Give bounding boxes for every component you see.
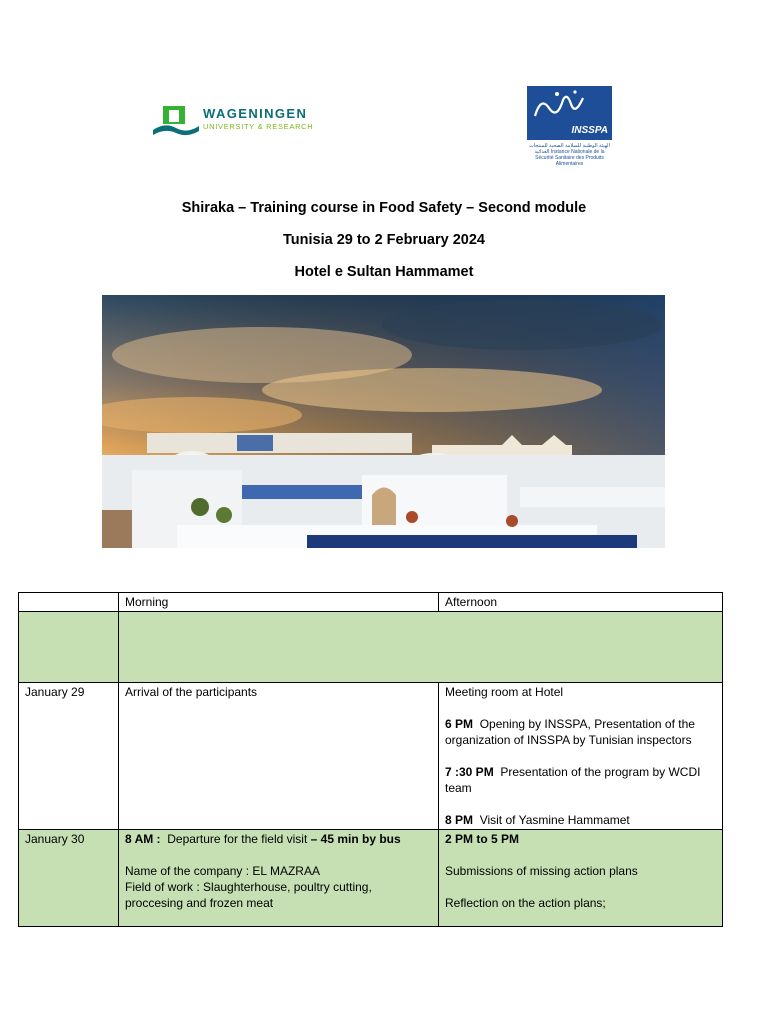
column-header-day bbox=[19, 593, 119, 612]
document-title: Shiraka – Training course in Food Safety – Second module bbox=[181, 200, 587, 216]
agenda-item-visit bbox=[445, 812, 716, 828]
departure-duration: – 45 min by bus bbox=[310, 832, 401, 846]
agenda-time: 8 PM bbox=[445, 813, 474, 827]
agenda-text: Opening by INSSPA, Presentation of the organization of INSSPA by Tunisian inspectors bbox=[445, 717, 695, 747]
morning-cell-jan29: Arrival of the participants bbox=[119, 683, 439, 830]
meeting-room-text: Meeting room at Hotel bbox=[445, 685, 564, 699]
agenda-item-opening bbox=[445, 716, 716, 748]
document-venue: Hotel e Sultan Hammamet bbox=[294, 264, 474, 280]
afternoon-cell-jan30 bbox=[439, 830, 723, 927]
field-of-work: Field of work : Slaughterhouse, poultry cutting, proccesing and frozen meat bbox=[125, 880, 372, 910]
day-cell-jan30: January 30 bbox=[19, 830, 119, 927]
agenda-item-program bbox=[445, 764, 716, 796]
empty-merged-cell bbox=[119, 612, 723, 683]
departure-line bbox=[125, 831, 432, 847]
table-row-empty bbox=[19, 612, 723, 683]
insspa-calligraphy-icon bbox=[527, 86, 612, 126]
agenda-time: 6 PM bbox=[445, 717, 474, 731]
departure-text: Departure for the field visit bbox=[167, 832, 308, 846]
day-cell-jan29: January 29 bbox=[19, 683, 119, 830]
morning-cell-jan30 bbox=[119, 830, 439, 927]
agenda-time: 7 :30 PM bbox=[445, 765, 494, 779]
insspa-badge bbox=[527, 86, 612, 140]
column-header-afternoon: Afternoon bbox=[439, 593, 723, 612]
empty-cell bbox=[19, 612, 119, 683]
insspa-caption: الهيئة الوطنية للسلامة الصحية للمنتجات الغذائية Instance Nationale de la Sécurité Sanitaire des Produits Alimentaires bbox=[529, 143, 610, 167]
schedule-table bbox=[18, 592, 723, 927]
agenda-text: Visit of Yasmine Hammamet bbox=[479, 813, 630, 827]
hotel-photo bbox=[102, 295, 665, 548]
insspa-logo bbox=[527, 86, 612, 167]
wageningen-name: WAGENINGEN bbox=[203, 106, 308, 121]
afternoon-time: 2 PM to 5 PM bbox=[445, 832, 520, 846]
table-row-jan30 bbox=[19, 830, 723, 927]
wageningen-logo bbox=[153, 104, 323, 138]
departure-time: 8 AM : bbox=[125, 832, 161, 846]
document-dates: Tunisia 29 to 2 February 2024 bbox=[282, 232, 485, 248]
table-header-row bbox=[19, 593, 723, 612]
afternoon-cell-jan29 bbox=[439, 683, 723, 830]
action-plans-reflection: Reflection on the action plans; bbox=[445, 896, 606, 910]
agenda-text: Presentation of the program by WCDI team bbox=[445, 765, 701, 795]
table-row-jan29 bbox=[19, 683, 723, 830]
company-name: Name of the company : EL MAZRAA bbox=[125, 864, 320, 878]
wageningen-mark-icon bbox=[153, 106, 199, 136]
wageningen-subtitle: UNIVERSITY & RESEARCH bbox=[203, 122, 314, 131]
action-plans-submission: Submissions of missing action plans bbox=[445, 864, 638, 878]
insspa-name: INSSPA bbox=[571, 125, 608, 136]
column-header-morning: Morning bbox=[119, 593, 439, 612]
